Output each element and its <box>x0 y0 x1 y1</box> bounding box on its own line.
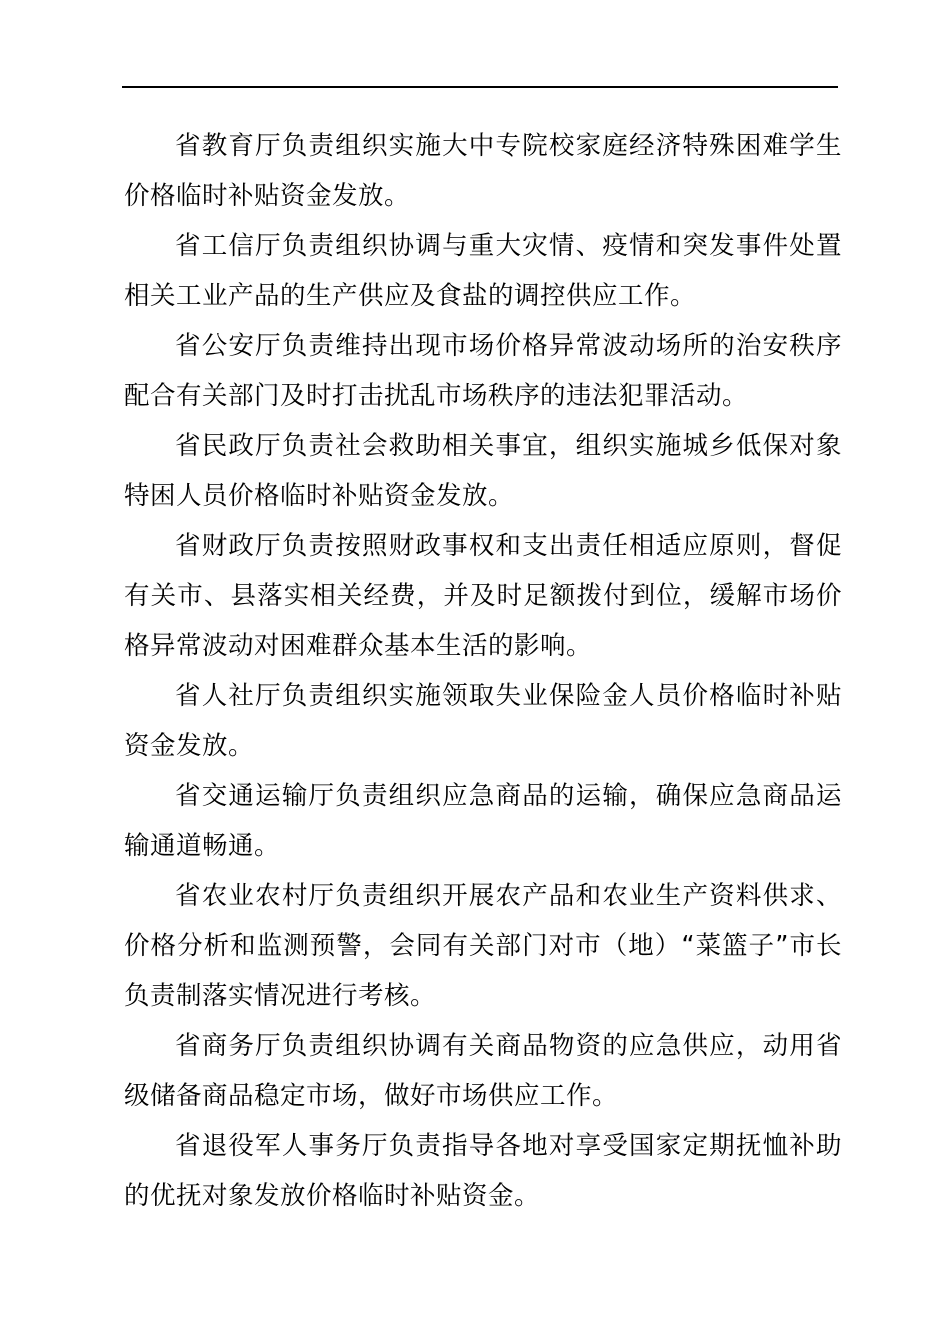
paragraph-education: 省教育厅负责组织实施大中专院校家庭经济特殊困难学生价格临时补贴资金发放。 <box>124 131 842 211</box>
paragraph-finance: 省财政厅负责按照财政事权和支出责任相适应原则，督促有关市、县落实相关经费，并及时足额拨付到位，缓解市场价格异常波动对困难群众基本生活的影响。 <box>124 531 842 661</box>
paragraph-transport: 省交通运输厅负责组织应急商品的运输，确保应急商品运输通道畅通。 <box>124 781 842 861</box>
paragraph-agriculture: 省农业农村厅负责组织开展农产品和农业生产资料供求、价格分析和监测预警，会同有关部门对市（地）“菜篮子”市长负责制落实情况进行考核。 <box>124 881 842 1011</box>
paragraph-public-security: 省公安厅负责维持出现市场价格异常波动场所的治安秩序配合有关部门及时打击扰乱市场秩序的违法犯罪活动。 <box>124 331 842 411</box>
header-rule <box>122 86 838 88</box>
paragraph-human-resources: 省人社厅负责组织实施领取失业保险金人员价格临时补贴资金发放。 <box>124 681 842 761</box>
document-body <box>124 121 842 1221</box>
paragraph-industry: 省工信厅负责组织协调与重大灾情、疫情和突发事件处置相关工业产品的生产供应及食盐的调控供应工作。 <box>124 231 842 311</box>
paragraph-veterans-affairs: 省退役军人事务厅负责指导各地对享受国家定期抚恤补助的优抚对象发放价格临时补贴资金。 <box>124 1131 842 1211</box>
paragraph-commerce: 省商务厅负责组织协调有关商品物资的应急供应，动用省级储备商品稳定市场，做好市场供应工作。 <box>124 1031 842 1111</box>
paragraph-civil-affairs: 省民政厅负责社会救助相关事宜，组织实施城乡低保对象特困人员价格临时补贴资金发放。 <box>124 431 842 511</box>
